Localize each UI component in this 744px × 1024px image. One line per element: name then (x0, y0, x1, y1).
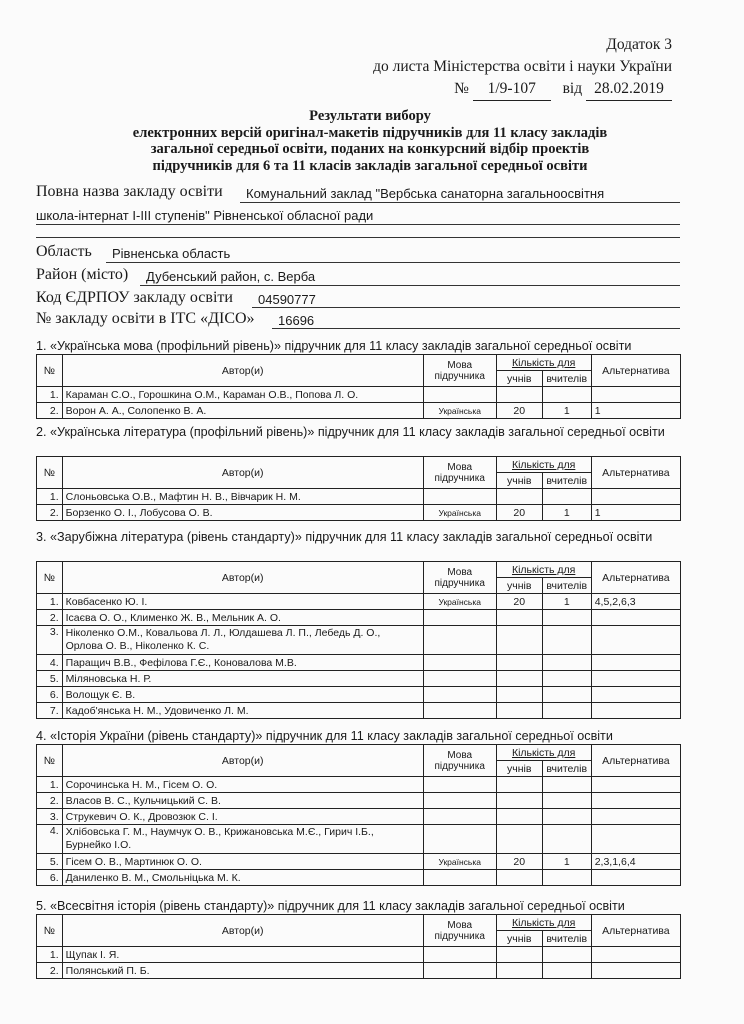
table-cell (423, 655, 496, 671)
table-header-cell: № (37, 915, 63, 947)
underline (140, 285, 680, 286)
table-cell: Ніколенко О.М., Ковальова Л. Л., Юлдашева Л. П., Лебедь Д. О., Орлова О. В., Ніколенко К. С. (62, 626, 423, 655)
col-alternative: Альтернатива (591, 355, 680, 387)
section-1-table (36, 354, 681, 419)
table-cell: 1. (37, 489, 63, 505)
table-cell: 1 (542, 854, 591, 870)
table-cell: Даниленко В. М., Смольніцька М. К. (62, 870, 423, 886)
table-cell: 6. (37, 870, 63, 886)
table-cell (423, 387, 496, 403)
appendix-label: Додаток 3 (606, 36, 672, 53)
table-row (37, 671, 681, 687)
table-cell (496, 626, 542, 655)
col-num: № (37, 355, 63, 387)
table-cell (423, 947, 496, 963)
table-header-cell: Автор(и) (62, 457, 423, 489)
table-cell: 1 (542, 403, 591, 419)
table-row (37, 655, 681, 671)
underline (272, 328, 680, 329)
table-cell (591, 825, 680, 854)
table-cell: 3. (37, 626, 63, 655)
table-cell (423, 489, 496, 505)
section-5-table (36, 914, 681, 979)
table-cell (496, 687, 542, 703)
table-header-cell: Кількість для (496, 562, 591, 578)
table-row (37, 809, 681, 825)
table-cell: 1 (542, 594, 591, 610)
itc-value: 16696 (278, 313, 315, 328)
table-cell (423, 793, 496, 809)
section-4-table (36, 744, 681, 886)
section-3-title: 3. «Зарубіжна література (рівень стандарту)» підручник для 11 класу закладів загальної середньої освіти (36, 530, 653, 544)
col-language: Мова підручника (423, 355, 496, 387)
edrpou-value: 04590777 (258, 292, 316, 307)
table-cell: Щупак І. Я. (62, 947, 423, 963)
table-cell: Слоньовська О.В., Мафтин Н. В., Вівчарик Н. М. (62, 489, 423, 505)
table-cell: 1. (37, 947, 63, 963)
table-cell: 1. (37, 777, 63, 793)
table-cell (591, 489, 680, 505)
table-cell (591, 610, 680, 626)
table-cell: 1 (542, 505, 591, 521)
table-cell (542, 626, 591, 655)
table-cell (542, 825, 591, 854)
table-cell: 4. (37, 825, 63, 854)
table-cell (591, 703, 680, 719)
table-header-cell: вчителів (542, 761, 591, 777)
title-line-2: електронних версій оригінал-макетів підручників для 11 класу закладів (132, 124, 608, 141)
table-cell (542, 610, 591, 626)
table-header-cell: Автор(и) (62, 562, 423, 594)
table-cell (496, 825, 542, 854)
table-cell: 1. (37, 594, 63, 610)
table-header-cell: учнів (496, 578, 542, 594)
table-header-cell: Мова підручника (423, 745, 496, 777)
table-header-cell: Мова підручника (423, 562, 496, 594)
table-cell: 6. (37, 687, 63, 703)
table-cell: Хлібовська Г. М., Наумчук О. В., Крижановська М.Є., Гирич І.Б., Бурнейко І.О. (62, 825, 423, 854)
table-header-cell: Альтернатива (591, 562, 680, 594)
table-cell (496, 489, 542, 505)
table-cell (496, 963, 542, 979)
table-cell (496, 610, 542, 626)
table-cell: 20 (496, 505, 542, 521)
table-cell: Власов В. С., Кульчицький С. В. (62, 793, 423, 809)
table-cell: 2,3,1,6,4 (591, 854, 680, 870)
edrpou-label: Код ЄДРПОУ закладу освіти (36, 289, 233, 306)
table-cell (591, 793, 680, 809)
table-cell (542, 387, 591, 403)
table-cell: Караман С.О., Горошкина О.М., Караман О.В., Попова Л. О. (62, 387, 423, 403)
region-value: Рівненська область (112, 246, 231, 261)
table-cell: 1. (37, 387, 63, 403)
table-row (37, 703, 681, 719)
table-header-cell: вчителів (542, 578, 591, 594)
table-cell (496, 387, 542, 403)
table-header-cell: вчителів (542, 473, 591, 489)
title-line-3: загальної середньої освіти, поданих на конкурсний відбір проектів (150, 141, 590, 157)
table-cell (591, 947, 680, 963)
table-row (37, 687, 681, 703)
table-cell (542, 870, 591, 886)
table-cell (423, 703, 496, 719)
table-cell: 3. (37, 809, 63, 825)
region-label: Область (36, 243, 92, 260)
table-header-cell: учнів (496, 761, 542, 777)
table-cell: Українська (423, 403, 496, 419)
underline (240, 202, 680, 203)
table-cell (496, 809, 542, 825)
table-row (37, 825, 681, 854)
section-2-title: 2. «Українська література (профільний рівень)» підручник для 11 класу закладів загальної середньої освіти (36, 425, 665, 439)
table-cell (591, 671, 680, 687)
document-title (60, 108, 680, 174)
table-cell (423, 809, 496, 825)
table-cell (542, 809, 591, 825)
letter-reference: до листа Міністерства освіти і науки України (373, 58, 672, 75)
table-cell (423, 870, 496, 886)
full-name-value-1: Комунальний заклад "Вербська санаторна загальноосвітня (246, 186, 605, 201)
title-line-4: підручників для 6 та 11 класів закладів загальної середньої освіти (152, 157, 588, 174)
table-row (37, 610, 681, 626)
table-cell (423, 687, 496, 703)
table-cell: 20 (496, 854, 542, 870)
section-1-title: 1. «Українська мова (профільний рівень)» підручник для 11 класу закладів загальної середньої освіти (36, 339, 632, 353)
table-cell: Українська (423, 505, 496, 521)
table-cell (542, 777, 591, 793)
district-label: Район (місто) (36, 266, 129, 283)
table-cell: Міляновська Н. Р. (62, 671, 423, 687)
number-label: № (454, 80, 469, 97)
table-header-cell: Автор(и) (62, 745, 423, 777)
table-cell: 2. (37, 610, 63, 626)
table-cell (496, 703, 542, 719)
table-header-cell: Кількість для (496, 915, 591, 931)
table-cell: 2. (37, 963, 63, 979)
table-header-cell: Альтернатива (591, 457, 680, 489)
table-cell (591, 870, 680, 886)
table-cell (423, 626, 496, 655)
table-cell (591, 777, 680, 793)
col-students: учнів (496, 371, 542, 387)
table-cell (542, 703, 591, 719)
table-header-cell: Альтернатива (591, 745, 680, 777)
table-cell (496, 671, 542, 687)
underline (106, 262, 680, 263)
table-header-cell: № (37, 457, 63, 489)
letter-date: 28.02.2019 (586, 78, 672, 101)
table-cell (423, 963, 496, 979)
col-quantity: Кількість для (496, 355, 591, 371)
table-row (37, 626, 681, 655)
table-header-cell: № (37, 745, 63, 777)
district-value: Дубенський район, с. Верба (146, 269, 316, 284)
table-header-cell: вчителів (542, 931, 591, 947)
table-cell (591, 387, 680, 403)
table-cell: 20 (496, 403, 542, 419)
table-cell (496, 777, 542, 793)
section-3-table (36, 561, 681, 719)
section-4-title: 4. «Історія України (рівень стандарту)» підручник для 11 класу закладів загальної середньої освіти (36, 729, 613, 743)
table-cell: 2. (37, 505, 63, 521)
table-cell: 4. (37, 655, 63, 671)
col-author: Автор(и) (62, 355, 423, 387)
table-cell: Струкевич О. К., Дровозюк С. І. (62, 809, 423, 825)
table-row (37, 777, 681, 793)
table-header-cell: Мова підручника (423, 457, 496, 489)
table-row (37, 594, 681, 610)
table-row (37, 793, 681, 809)
underline (36, 224, 680, 225)
table-cell (591, 809, 680, 825)
table-cell (542, 489, 591, 505)
table-cell: Волощук Є. В. (62, 687, 423, 703)
underline (252, 307, 680, 308)
letter-number: 1/9-107 (473, 78, 551, 101)
table-cell (542, 671, 591, 687)
table-row (37, 489, 681, 505)
table-header-cell: Альтернатива (591, 915, 680, 947)
table-cell: Ісаєва О. О., Клименко Ж. В., Мельник А. О. (62, 610, 423, 626)
table-cell: Паращич В.В., Фефілова Г.Є., Коновалова М.В. (62, 655, 423, 671)
table-cell: Сорочинська Н. М., Гісем О. О. (62, 777, 423, 793)
table-header-cell: Кількість для (496, 457, 591, 473)
table-row (37, 387, 681, 403)
table-row (37, 505, 681, 521)
table-cell (496, 793, 542, 809)
table-header-cell: Кількість для (496, 745, 591, 761)
table-cell: 2. (37, 403, 63, 419)
table-cell: 20 (496, 594, 542, 610)
table-cell: Ковбасенко Ю. І. (62, 594, 423, 610)
table-cell: 7. (37, 703, 63, 719)
table-cell (496, 870, 542, 886)
table-cell: Українська (423, 594, 496, 610)
table-cell: 5. (37, 671, 63, 687)
table-cell (542, 963, 591, 979)
table-header-cell: учнів (496, 473, 542, 489)
date-label: від (562, 80, 583, 97)
table-cell: Полянський П. Б. (62, 963, 423, 979)
table-cell (496, 947, 542, 963)
col-teachers: вчителів (542, 371, 591, 387)
table-row (37, 947, 681, 963)
table-cell (423, 671, 496, 687)
table-cell: Українська (423, 854, 496, 870)
table-header-cell: № (37, 562, 63, 594)
table-cell (542, 687, 591, 703)
table-header-cell: Автор(и) (62, 915, 423, 947)
table-row (37, 870, 681, 886)
table-cell: 4,5,2,6,3 (591, 594, 680, 610)
section-2-table (36, 456, 681, 521)
table-cell (591, 655, 680, 671)
full-name-value-2: школа-інтернат І-ІІІ ступенів" Рівненської обласної ради (36, 208, 374, 223)
table-cell (591, 963, 680, 979)
table-header-cell: учнів (496, 931, 542, 947)
table-cell: 5. (37, 854, 63, 870)
table-cell (423, 825, 496, 854)
table-cell: Гісем О. В., Мартинюк О. О. (62, 854, 423, 870)
letter-number-line (454, 78, 672, 101)
table-cell (496, 655, 542, 671)
table-row (37, 963, 681, 979)
table-cell (542, 793, 591, 809)
table-cell: Кадоб'янська Н. М., Удовиченко Л. М. (62, 703, 423, 719)
table-cell: 2. (37, 793, 63, 809)
table-cell: Ворон А. А., Солопенко В. А. (62, 403, 423, 419)
table-cell (423, 777, 496, 793)
table-cell: 1 (591, 403, 680, 419)
table-cell (423, 610, 496, 626)
table-cell: 1 (591, 505, 680, 521)
table-cell (591, 626, 680, 655)
underline (36, 237, 680, 238)
table-cell: Борзенко О. І., Лобусова О. В. (62, 505, 423, 521)
table-cell (542, 655, 591, 671)
itc-label: № закладу освіти в ІТС «ДІСО» (36, 310, 255, 327)
title-line-1: Результати вибору (309, 108, 431, 124)
table-cell (542, 947, 591, 963)
table-header-cell: Мова підручника (423, 915, 496, 947)
table-row (37, 403, 681, 419)
full-name-label: Повна назва закладу освіти (36, 183, 223, 200)
table-cell (591, 687, 680, 703)
section-5-title: 5. «Всесвітня історія (рівень стандарту)» підручник для 11 класу закладів загальної середньої освіти (36, 899, 625, 913)
table-row (37, 854, 681, 870)
